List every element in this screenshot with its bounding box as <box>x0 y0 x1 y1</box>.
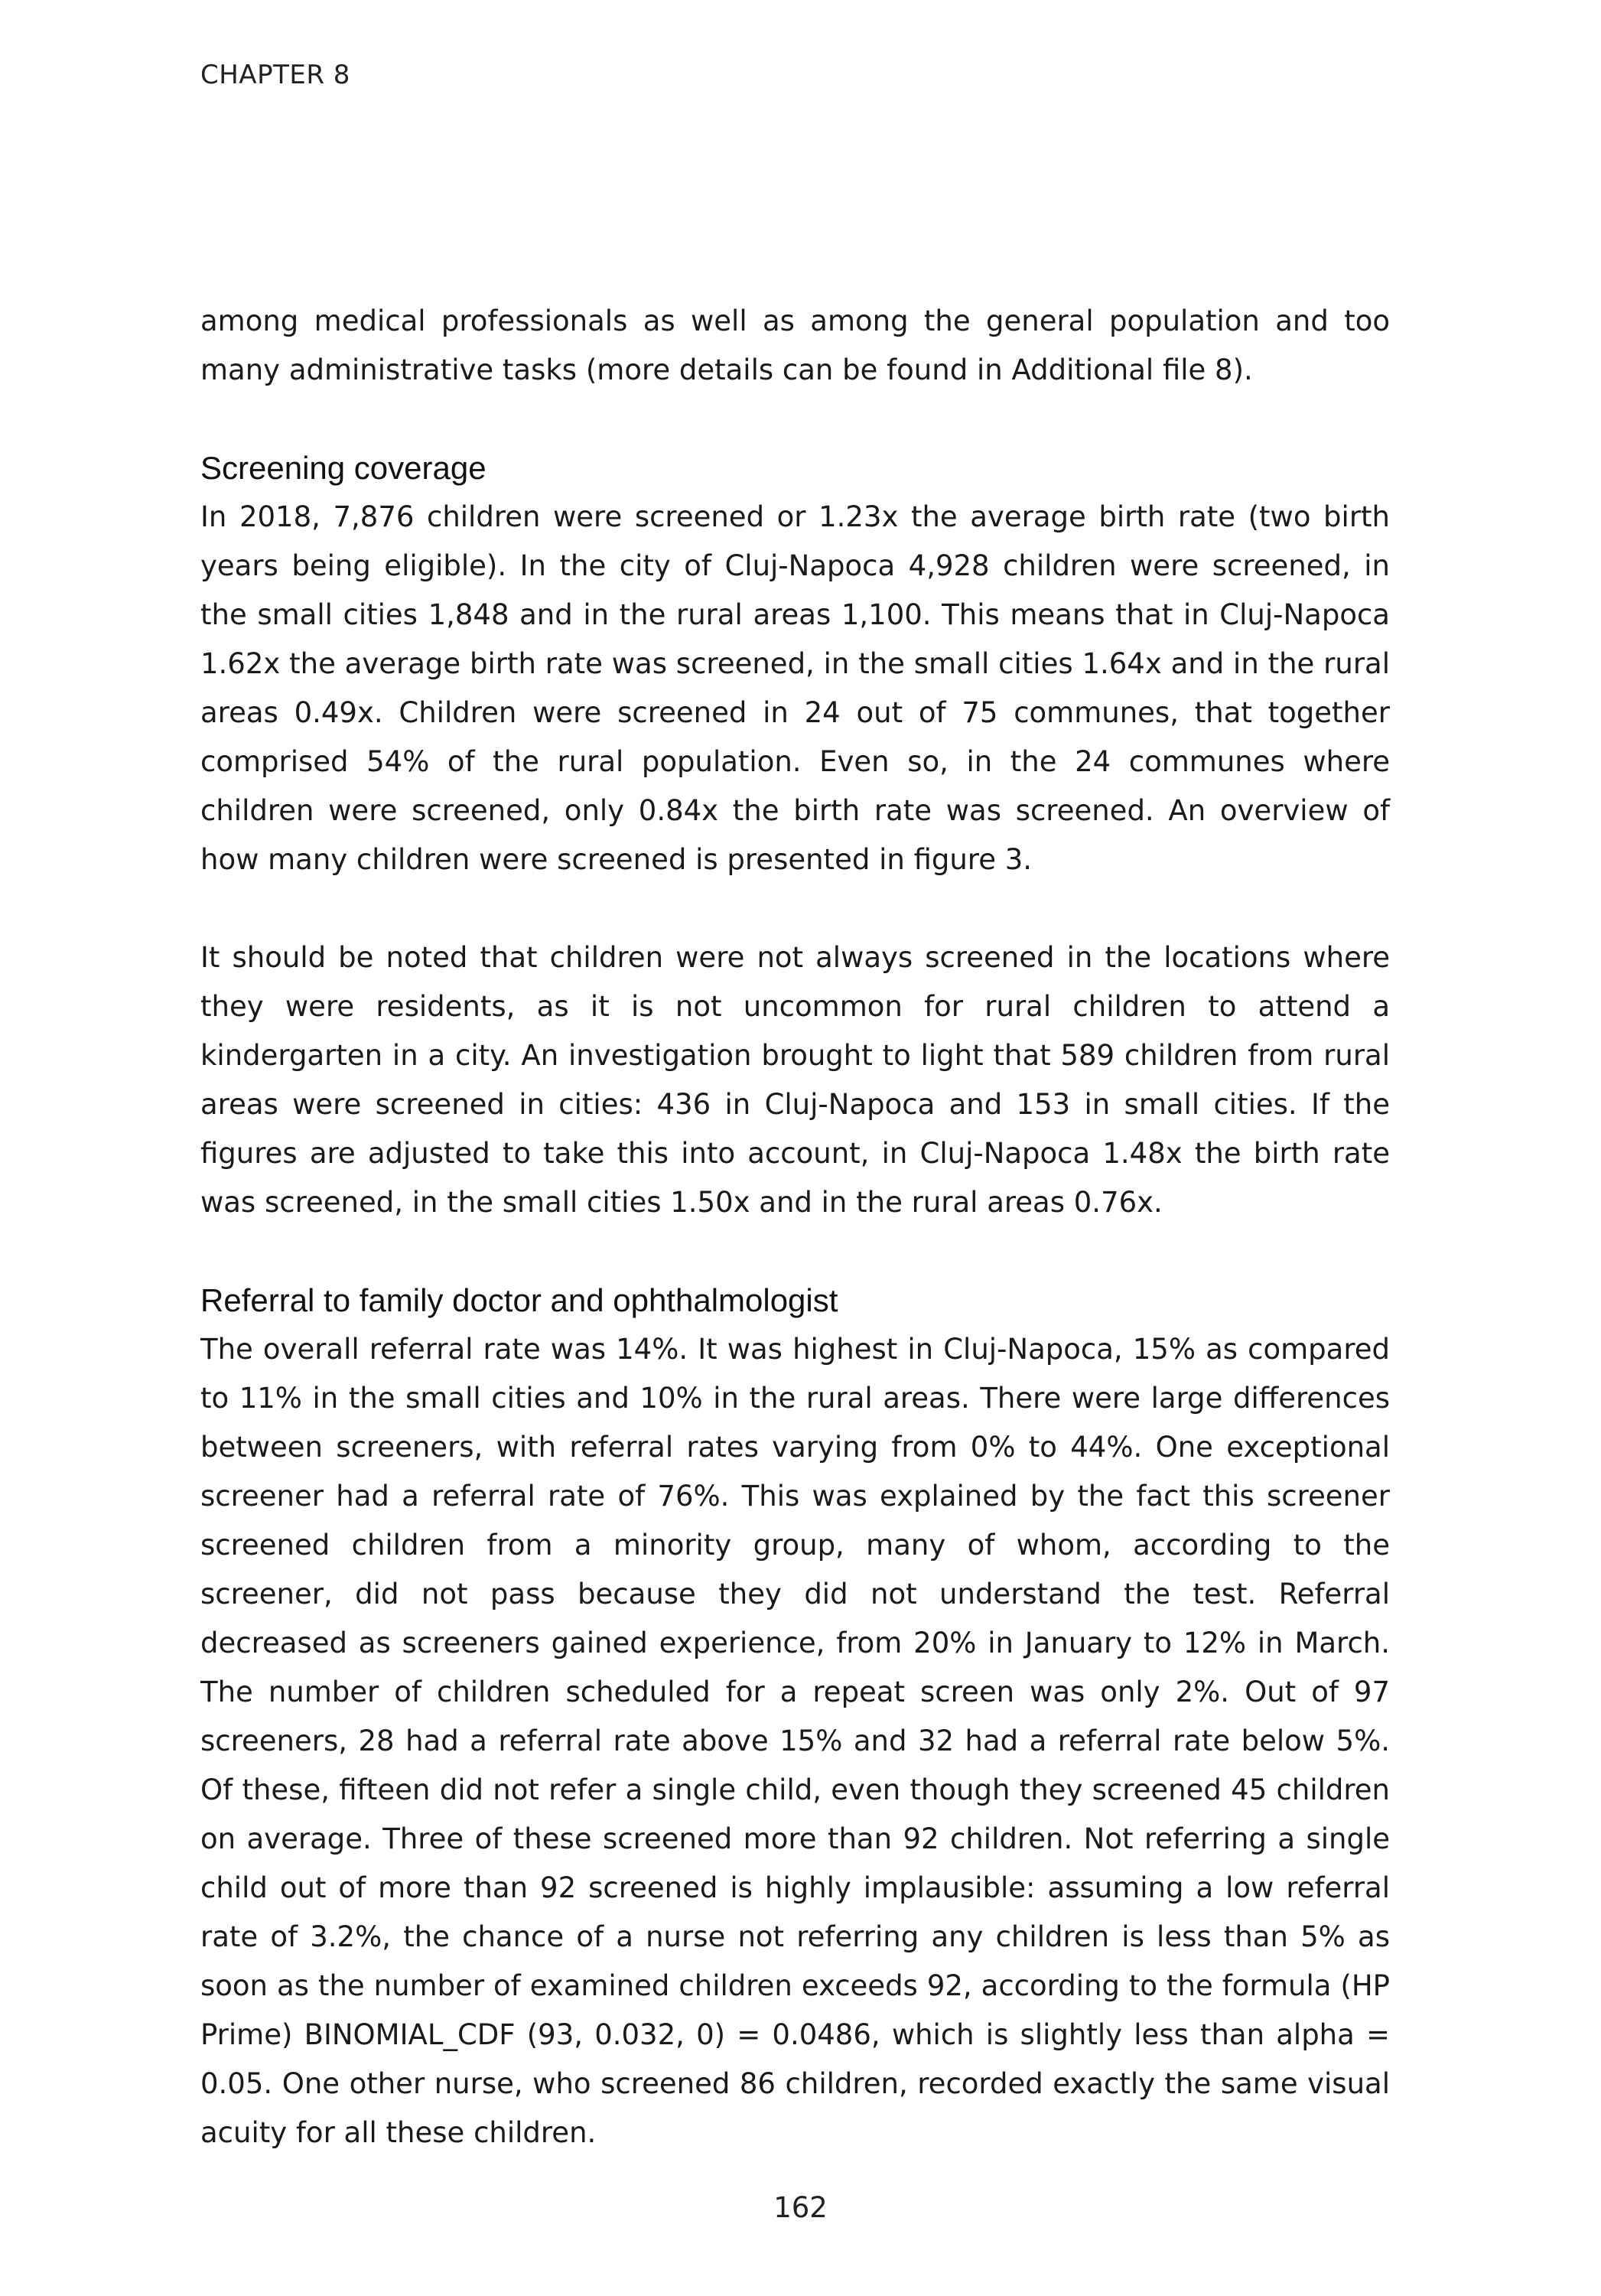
paragraph-gap <box>200 884 1390 933</box>
page-body <box>200 297 1390 2158</box>
paragraph-referral-1: The overall referral rate was 14%. It was highest in Cluj-Napoca, 15% as compared to 11% in the small cities and 10% in the rural areas. There were large differences between screeners, with referral rates varying from 0% to 44%. One exceptional screener had a referral rate of 76%. This was explained by the fact this screener screened children from a minority group, many of whom, according to the screener, did not pass because they did not understand the test. Referral decreased as screeners gained experience, from 20% in January to 12% in March. The number of children scheduled for a repeat screen was only 2%. Out of 97 screeners, 28 had a referral rate above 15% and 32 had a referral rate below 5%. Of these, fifteen did not refer a single child, even though they screened 45 children on average. Three of these screened more than 92 children. Not referring a single child out of more than 92 screened is highly implausible: assuming a low referral rate of 3.2%, the chance of a nurse not referring any children is less than 5% as soon as the number of examined children exceeds 92, according to the formula (HP Prime) BINOMIAL_CDF (93, 0.032, 0) = 0.0486, which is slightly less than alpha = 0.05. One other nurse, who screened 86 children, recorded exactly the same visual acuity for all these children. <box>200 1333 1390 2149</box>
page-number: 162 <box>773 2191 828 2224</box>
section-heading-screening-coverage: Screening coverage <box>200 450 486 486</box>
section-gap <box>200 395 1390 444</box>
paragraph-screening-coverage-1: In 2018, 7,876 children were screened or 1.23x the average birth rate (two birth years being eligible). In the city of Cluj-Napoca 4,928 children were screened, in the small cities 1,848 and in the rural areas 1,100. This means that in Cluj-Napoca 1.62x the average birth rate was screened, in the small cities 1.64x and in the rural areas 0.49x. Children were screened in 24 out of 75 communes, that together comprised 54% of the rural population. Even so, in the 24 communes where children were screened, only 0.84x the birth rate was screened. An overview of how many children were screened is presented in figure 3. <box>200 500 1390 876</box>
section-heading-referral: Referral to family doctor and ophthalmologist <box>200 1282 838 1318</box>
section-gap <box>200 1227 1390 1276</box>
paragraph-screening-coverage-2: It should be noted that children were not always screened in the locations where they were residents, as it is not uncommon for rural children to attend a kindergarten in a city. An investigation brought to light that 589 children from rural areas were screened in cities: 436 in Cluj-Napoca and 153 in small cities. If the figures are adjusted to take this into account, in Cluj-Napoca 1.48x the birth rate was screened, in the small cities 1.50x and in the rural areas 0.76x. <box>200 941 1390 1219</box>
running-head: CHAPTER 8 <box>200 60 350 90</box>
intro-paragraph: among medical professionals as well as among the general population and too many administrative tasks (more details can be found in Additional file 8). <box>200 305 1390 386</box>
